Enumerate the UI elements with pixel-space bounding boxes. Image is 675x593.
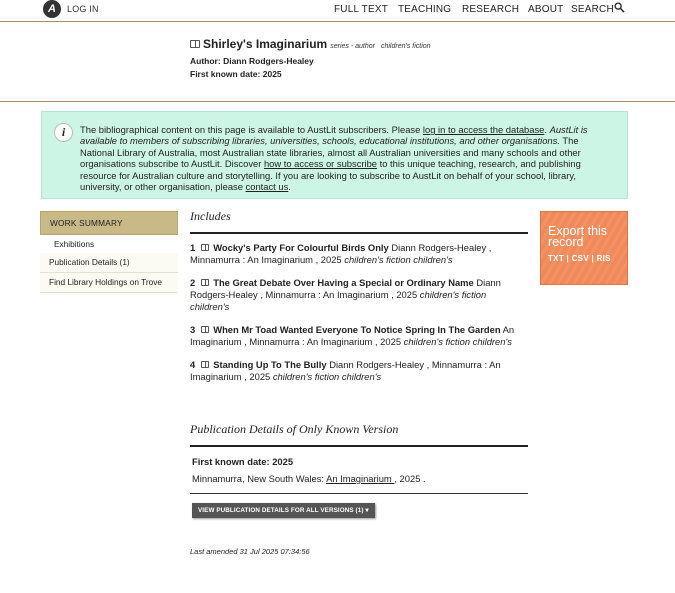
publication-first-known-date: First known date: 2025 [192,456,294,467]
info-icon: i [54,123,73,142]
author-line: Author: Diann Rodgers-Healey [190,56,314,66]
login-database-link[interactable]: log in to access the database [422,124,545,135]
first-known-date: First known date: 2025 [190,69,282,79]
work-title: Shirley's Imaginarium series - author children's fiction [190,37,431,51]
book-icon [201,361,209,368]
sidebar-item-work-summary[interactable]: WORK SUMMARY [40,211,178,235]
nav-search[interactable]: SEARCH [571,4,614,15]
divider [190,493,528,494]
search-icon[interactable] [614,2,625,13]
book-icon [201,279,209,286]
sidebar-item-exhibitions[interactable]: Exhibitions [54,239,95,249]
book-icon [201,326,209,333]
export-record-box [540,211,628,285]
contact-us-link[interactable]: contact us [245,181,289,193]
austlit-logo[interactable]: A [43,0,61,18]
list-item: 1 Wocky's Party For Colourful Birds Only Diann Rodgers-Healey , Minnamurra : An Imaginarium , 2025 children's fiction children's [190,242,492,265]
book-icon [201,244,209,251]
includes-list [190,242,528,383]
publication-details-heading: Publication Details of Only Known Version [190,422,528,447]
nav-about[interactable]: ABOUT [528,4,564,15]
access-subscribe-link[interactable]: how to access or subscribe [263,158,378,170]
author-link[interactable]: Diann Rodgers-Healey [223,56,314,66]
top-navigation [0,0,675,22]
include-title-link[interactable]: Standing Up To The Bully [213,359,327,370]
nav-full-text[interactable]: FULL TEXT [334,4,389,15]
export-csv-link[interactable]: CSV [571,254,589,263]
publisher-link[interactable]: An Imaginarium [326,473,395,484]
publication-place: Minnamurra, New South Wales: An Imaginarium , 2025 . [192,473,426,484]
list-item: 2 The Great Debate Over Having a Special or Ordinary Name Diann Rodgers-Healey , Minnamurra : An Imaginarium , 2025 children's fiction children's [190,277,501,312]
export-ris-link[interactable]: RIS [596,254,611,263]
book-icon [190,40,200,48]
genre-tag: children's fiction [380,43,431,50]
export-txt-link[interactable]: TXT [548,254,565,263]
list-item: 3 When Mr Toad Wanted Everyone To Notice Spring In The Garden An Imaginarium , Minnamurra : An Imaginarium , 2025 children's fiction children's [190,324,515,347]
includes-heading: Includes [190,209,528,234]
include-title-link[interactable]: When Mr Toad Wanted Everyone To Notice Spring In The Garden [213,324,501,335]
include-title-link[interactable]: Wocky's Party For Colourful Birds Only [213,242,389,253]
sidebar [40,211,178,293]
sidebar-item-publication-details[interactable]: Publication Details (1) [40,253,178,273]
nav-research[interactable]: RESEARCH [462,4,520,15]
view-all-versions-button[interactable]: VIEW PUBLICATION DETAILS FOR ALL VERSIONS (1) ▾ [192,503,375,518]
last-amended: Last amended 31 Jul 2025 07:34:56 [190,547,310,556]
list-item: 4 Standing Up To The Bully Diann Rodgers-Healey , Minnamurra : An Imaginarium , 2025 children's fiction children's [190,359,501,382]
login-link[interactable]: LOG IN [67,4,99,14]
export-links: TXT | CSV | RIS [548,254,611,263]
work-header [0,22,675,102]
series-author-tag: series - author [330,43,375,50]
nav-teaching[interactable]: TEACHING [398,4,452,15]
subscription-notice: i The bibliographical content on this page is available to AustLit subscribers. Please log in to access the database. AustLit is available to members of subscribing libraries, universities, schools, educational institutions, and other organisations. The National Library of Australia, most Australian state libraries, almost all Australian universities and many schools and other organisations subscribe to AustLit. Discover how to access or subscribe to this unique teaching, research, and publishing resource for Australian culture and storytelling. If you are looking to subscribe to AustLit on behalf of your school, library, university, or other organisation, please contact us. [41,111,628,199]
export-title: Export this record [548,224,608,249]
sidebar-item-find-library-holdings[interactable]: Find Library Holdings on Trove [40,273,178,293]
include-title-link[interactable]: The Great Debate Over Having a Special or Ordinary Name [213,277,474,288]
main-content [190,209,528,556]
